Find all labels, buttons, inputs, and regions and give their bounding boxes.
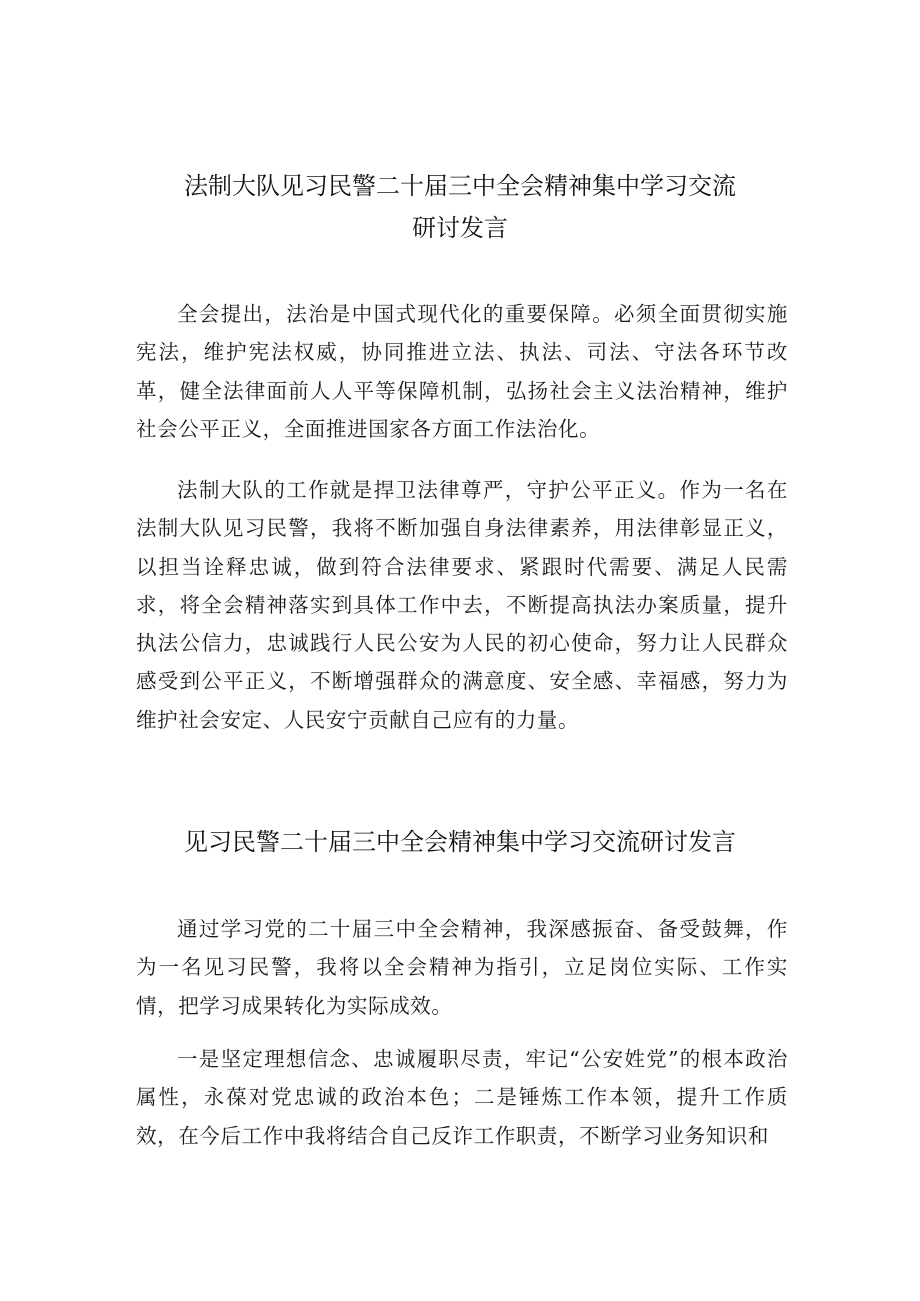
section2-paragraph-2: 一是坚定理想信念、忠诚履职尽责，牢记“公安姓党”的根本政治属性，永葆对党忠诚的政治本色；二是锤炼工作本领，提升工作质效，在今后工作中我将结合自己反诈工作职责，不断学习业务知识和 bbox=[136, 1047, 788, 1148]
section1-title-line2: 研讨发言 bbox=[412, 214, 508, 242]
section1-paragraph-1: 全会提出，法治是中国式现代化的重要保障。必须全面贯彻实施宪法，维护宪法权威，协同推进立法、执法、司法、守法各环节改革，健全法律面前人人平等保障机制，弘扬社会主义法治精神，维护社会公平正义，全面推进国家各方面工作法治化。 bbox=[136, 302, 788, 441]
section2-title: 见习民警二十届三中全会精神集中学习交流研讨发言 bbox=[184, 828, 736, 856]
section2-paragraph-1: 通过学习党的二十届三中全会精神，我深感振奋、备受鼓舞，作为一名见习民警，我将以全会精神为指引，立足岗位实际、工作实情，把学习成果转化为实际成效。 bbox=[136, 917, 788, 1018]
section1-paragraph-2: 法制大队的工作就是捍卫法律尊严，守护公平正义。作为一名在法制大队见习民警，我将不断加强自身法律素养，用法律彰显正义，以担当诠释忠诚，做到符合法律要求、紧跟时代需要、满足人民需求，将全会精神落实到具体工作中去，不断提高执法办案质量，提升执法公信力，忠诚践行人民公安为人民的初心使命，努力让人民群众感受到公平正义，不断增强群众的满意度、安全感、幸福感，努力为维护社会安定、人民安宁贡献自己应有的力量。 bbox=[136, 478, 788, 732]
section1-title-line1: 法制大队见习民警二十届三中全会精神集中学习交流 bbox=[184, 172, 736, 200]
